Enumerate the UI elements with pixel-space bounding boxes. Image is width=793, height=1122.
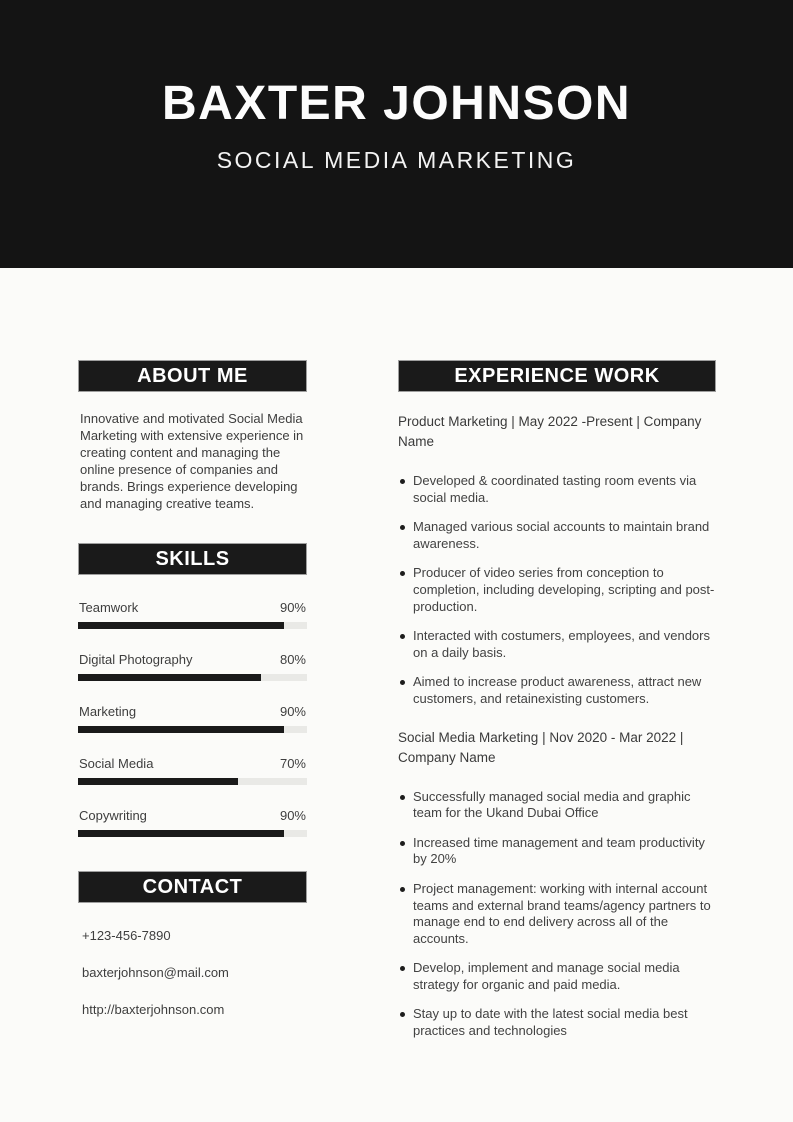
job-subtitle: SOCIAL MEDIA MARKETING [216,147,577,173]
skills-list [78,600,307,837]
contact-item: baxterjohnson@mail.com [82,965,229,981]
skill-progress-track [78,622,307,629]
job-bullet: Increased time management and team productivity by 20% [398,835,716,868]
experience-heading-label: EXPERIENCE WORK [454,364,660,387]
skill-item [78,756,307,785]
skill-item [78,652,307,681]
job-bullet: Developed & coordinated tasting room events via social media. [398,473,716,506]
about-heading-label: ABOUT ME [137,364,248,387]
skill-label: Digital Photography [79,652,193,668]
contact-heading-label: CONTACT [142,875,243,898]
job-entry [398,728,716,1040]
skills-heading-label: SKILLS [155,547,230,570]
skill-row [78,756,307,771]
job-bullet: Project management: working with internal account teams and external brand teams/agency partners to manage end to end delivery across all of the accounts. [398,881,716,947]
skill-item [78,808,307,837]
skill-item [78,600,307,629]
job-bullets [398,789,716,1040]
skill-progress-fill [78,674,261,681]
jobs-list [398,412,716,1040]
job-bullet: Develop, implement and manage social media strategy for organic and paid media. [398,960,716,993]
skill-progress-track [78,674,307,681]
skill-progress-track [78,830,307,837]
skill-label: Teamwork [79,600,139,616]
about-text: Innovative and motivated Social Media Marketing with extensive experience in creating content and managing the online presence of companies and brands. Brings experience developing and managing creative teams. [80,411,304,511]
skill-label: Social Media [79,756,154,772]
skill-progress-fill [78,830,284,837]
skill-progress-track [78,726,307,733]
name-title: BAXTER JOHNSON [161,77,632,130]
experience-section-heading [398,360,716,392]
job-bullet: Managed various social accounts to maintain brand awareness. [398,519,716,552]
right-column [398,360,716,1053]
contact-item: +123-456-7890 [82,928,171,944]
resume-header [0,0,793,268]
job-bullet: Aimed to increase product awareness, attract new customers, and retainexisting customers. [398,674,716,707]
job-bullet: Producer of video series from conception to completion, including developing, scripting and post-production. [398,565,716,615]
job-bullet: Interacted with costumers, employees, and vendors on a daily basis. [398,628,716,661]
job-title: Social Media Marketing | Nov 2020 - Mar 2022 | Company Name [398,729,684,765]
skill-percent: 90% [279,600,306,616]
skill-percent: 90% [279,704,306,720]
contact-section-heading [78,871,307,903]
skill-row [78,808,307,823]
left-column [78,360,307,1053]
skill-row [78,704,307,719]
contact-item: http://baxterjohnson.com [82,1002,225,1018]
job-title: Product Marketing | May 2022 -Present | Company Name [398,414,702,449]
skill-item [78,704,307,733]
skill-percent: 70% [279,756,306,772]
skill-percent: 90% [279,808,306,824]
contact-list [78,928,307,1018]
skill-progress-fill [78,726,284,733]
skill-label: Marketing [79,704,137,720]
job-bullet: Successfully managed social media and graphic team for the Ukand Dubai Office [398,789,716,822]
skill-progress-fill [78,778,238,785]
skill-row [78,652,307,667]
skill-progress-track [78,778,307,785]
job-entry [398,412,716,708]
about-section-heading [78,360,307,392]
skill-percent: 80% [279,652,306,668]
skill-label: Copywriting [79,808,147,824]
skill-progress-fill [78,622,284,629]
job-bullet: Stay up to date with the latest social media best practices and technologies [398,1006,716,1039]
resume-body [0,360,793,1053]
skill-row [78,600,307,615]
job-bullets [398,473,716,708]
skills-section-heading [78,543,307,575]
